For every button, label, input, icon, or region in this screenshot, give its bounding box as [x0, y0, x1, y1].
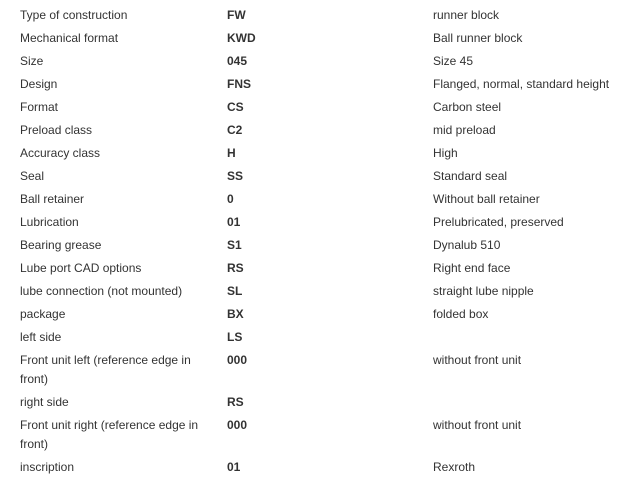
spec-label: Front unit right (reference edge in front): [20, 418, 199, 451]
table-row: [12, 211, 622, 234]
spec-description: Standard seal: [433, 169, 508, 183]
spec-code: BX: [227, 307, 244, 321]
spec-code: 045: [227, 54, 248, 68]
spec-label: Format: [20, 100, 59, 114]
table-row: [12, 280, 622, 303]
spec-table: [12, 4, 622, 479]
spec-description: Prelubricated, preserved: [433, 215, 564, 229]
spec-label: Bearing grease: [20, 238, 102, 252]
spec-label: Lube port CAD options: [20, 261, 142, 275]
table-row: [12, 50, 622, 73]
spec-label: Accuracy class: [20, 146, 101, 160]
table-row: [12, 142, 622, 165]
table-row: [12, 27, 622, 50]
spec-code: CS: [227, 100, 244, 114]
spec-code: SS: [227, 169, 244, 183]
table-row: [12, 326, 622, 349]
table-row: [12, 234, 622, 257]
spec-description: mid preload: [433, 123, 496, 137]
table-row: [12, 165, 622, 188]
spec-code: SL: [227, 284, 243, 298]
spec-description: Size 45: [433, 54, 474, 68]
spec-code: LS: [227, 330, 243, 344]
spec-code: FNS: [227, 77, 251, 91]
table-row: [12, 188, 622, 211]
spec-description: without front unit: [433, 418, 522, 432]
table-row: [12, 391, 622, 414]
spec-description: without front unit: [433, 353, 522, 367]
table-row: [12, 456, 622, 479]
spec-code: RS: [227, 261, 244, 275]
spec-code: 000: [227, 353, 248, 367]
table-row: [12, 303, 622, 326]
spec-code: S1: [227, 238, 242, 252]
spec-code: KWD: [227, 31, 256, 45]
spec-label: Ball retainer: [20, 192, 85, 206]
spec-code: 000: [227, 418, 248, 432]
spec-label: Design: [20, 77, 58, 91]
spec-label: Lubrication: [20, 215, 79, 229]
table-row: [12, 349, 622, 391]
spec-table-body: [12, 4, 622, 479]
spec-label: Size: [20, 54, 44, 68]
spec-description: Right end face: [433, 261, 511, 275]
spec-label: Mechanical format: [20, 31, 119, 45]
table-row: [12, 96, 622, 119]
table-row: [12, 4, 622, 27]
spec-description: straight lube nipple: [433, 284, 534, 298]
spec-description: folded box: [433, 307, 489, 321]
spec-description: Without ball retainer: [433, 192, 540, 206]
spec-description: Rexroth: [433, 460, 476, 474]
table-row: [12, 73, 622, 96]
spec-label: left side: [20, 330, 62, 344]
spec-description: Ball runner block: [433, 31, 523, 45]
spec-label: Type of construction: [20, 8, 128, 22]
spec-label: Preload class: [20, 123, 93, 137]
spec-description: Flanged, normal, standard height: [433, 77, 610, 91]
spec-description: [425, 326, 622, 349]
spec-description: High: [433, 146, 458, 160]
spec-label: inscription: [20, 460, 75, 474]
table-row: [12, 257, 622, 280]
spec-code: 0: [227, 192, 234, 206]
spec-code: C2: [227, 123, 243, 137]
spec-description: Carbon steel: [433, 100, 502, 114]
spec-code: 01: [227, 460, 241, 474]
spec-label: right side: [20, 395, 69, 409]
spec-label: Seal: [20, 169, 45, 183]
spec-label: lube connection (not mounted): [20, 284, 183, 298]
spec-description: [425, 391, 622, 414]
spec-code: 01: [227, 215, 241, 229]
spec-description: Dynalub 510: [433, 238, 501, 252]
spec-label: package: [20, 307, 66, 321]
spec-description: runner block: [433, 8, 500, 22]
spec-code: RS: [227, 395, 244, 409]
spec-label: Front unit left (reference edge in front): [20, 353, 191, 386]
spec-code: H: [227, 146, 236, 160]
table-row: [12, 119, 622, 142]
table-row: [12, 414, 622, 456]
spec-code: FW: [227, 8, 246, 22]
